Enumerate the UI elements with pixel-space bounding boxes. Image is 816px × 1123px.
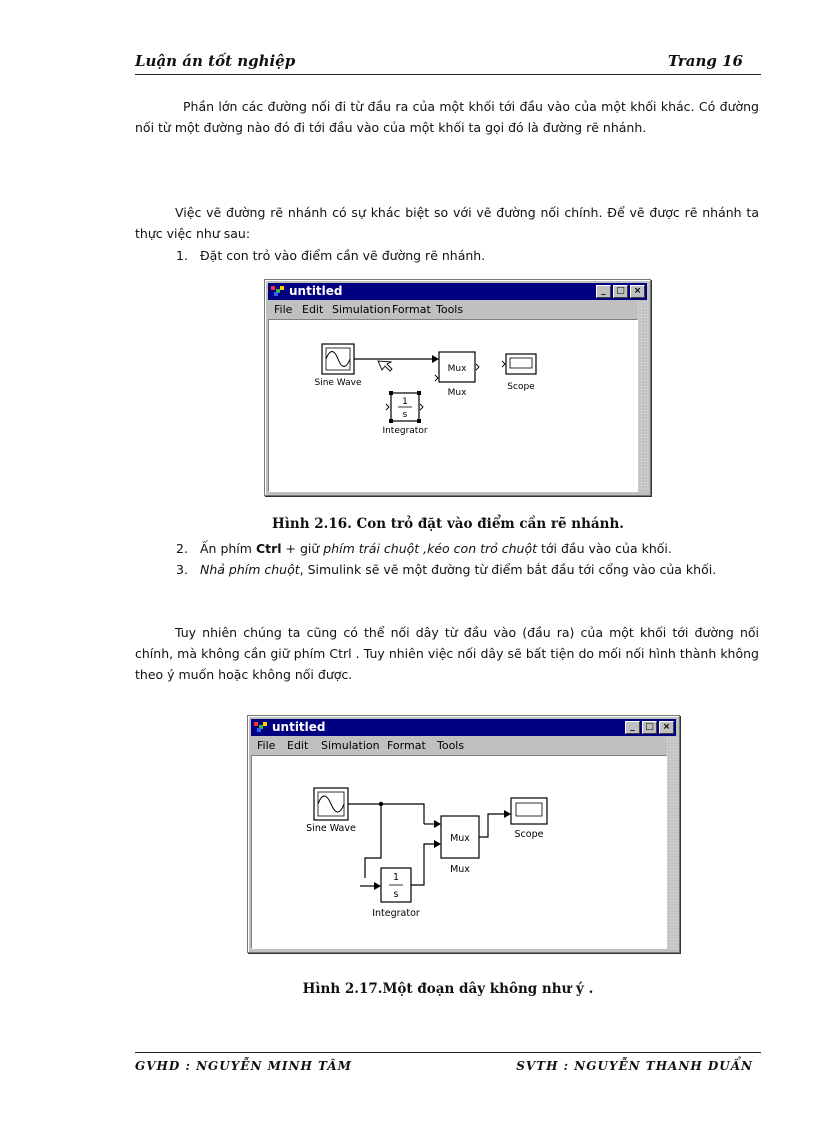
paragraph-intro-rest: Có đường nối từ một đường nào đó đi tới đầu vào của một khối ta gọi đó là đường rẽ nhánh. — [135, 99, 759, 135]
arrow-head — [374, 882, 381, 890]
close-button[interactable]: × — [659, 721, 674, 734]
scope-label: Scope — [514, 829, 544, 840]
list-text-part: tới đầu vào của khối. — [537, 541, 672, 556]
menu-simulation[interactable]: Simulation — [321, 739, 380, 752]
arrow-head — [432, 355, 439, 363]
scope-block[interactable] — [502, 354, 536, 374]
block-diagram — [252, 756, 666, 950]
page-number: Trang 16 — [667, 52, 743, 70]
footer-advisor: GVHD : NGUYỄN MINH TÂM — [135, 1059, 352, 1073]
sine-wave-label: Sine Wave — [306, 823, 356, 834]
mux-inner-label: Mux — [450, 833, 470, 844]
page-header — [135, 52, 761, 75]
list-text-emphasis: phím trái chuột ,kéo con trỏ chuột — [323, 541, 538, 556]
simulink-window-2 — [247, 715, 680, 953]
signal-line[interactable] — [348, 804, 424, 824]
sine-wave-block[interactable] — [322, 344, 354, 374]
simulink-window-1 — [264, 279, 651, 496]
signal-line[interactable] — [479, 814, 504, 837]
signal-line[interactable] — [411, 844, 434, 885]
menu-file[interactable]: File — [257, 739, 276, 752]
menu-edit[interactable]: Edit — [287, 739, 309, 752]
list-text — [176, 559, 736, 580]
list-text — [176, 538, 736, 559]
paragraph-branch: Việc vẽ đường rẽ nhánh có sự khác biệt so với vẽ đường nối chính. Để vẽ được rẽ nhánh ta thực việc như sau: — [135, 205, 759, 241]
maximize-button[interactable]: □ — [613, 285, 628, 298]
list-item-3 — [176, 559, 736, 580]
scope-label: Scope — [507, 382, 535, 392]
window-titlebar — [268, 283, 647, 300]
figure-caption-2-17: Hình 2.17.Một đoạn dây không như ý . — [302, 981, 594, 997]
paragraph-intro — [135, 96, 759, 138]
scroll-shading — [637, 301, 649, 491]
footer-student: SVTH : NGUYỄN THANH DUẨN — [516, 1059, 753, 1073]
mux-label: Mux — [447, 388, 467, 398]
list-text-emphasis: Nhả phím chuột — [200, 562, 300, 577]
close-button[interactable]: × — [630, 285, 645, 298]
block-diagram — [269, 320, 637, 492]
scroll-shading — [666, 737, 678, 949]
simulink-icon — [254, 721, 268, 733]
menu-format[interactable]: Format — [392, 303, 431, 316]
list-number: 3. — [176, 562, 188, 577]
integrator-label: Integrator — [382, 426, 428, 436]
list-number: 2. — [176, 541, 188, 556]
list-number: 1. — [176, 248, 188, 263]
menu-edit[interactable]: Edit — [302, 303, 324, 316]
paragraph-intro-line1: Phần lớn các đường nối đi từ đầu ra của một khối tới đầu vào của một khối khác. — [183, 99, 695, 114]
page-footer — [135, 1052, 761, 1079]
integrator-numerator: 1 — [392, 872, 400, 883]
integrator-numerator: 1 — [402, 397, 408, 407]
mux-label: Mux — [450, 864, 470, 875]
window-title: untitled — [272, 720, 326, 734]
arrow-head — [504, 810, 511, 818]
scope-block[interactable] — [511, 798, 547, 824]
sine-wave-label: Sine Wave — [314, 378, 362, 388]
model-canvas — [268, 319, 638, 492]
sine-wave-block[interactable] — [314, 788, 348, 820]
simulink-icon — [271, 285, 285, 297]
list-text: Đặt con trỏ vào điểm cần vẽ đường rẽ nhánh. — [200, 248, 486, 263]
menu-tools[interactable]: Tools — [437, 739, 465, 752]
list-text-part: , Simulink sẽ vẽ một đường từ điểm bắt đầu tới cổng vào của khối. — [299, 562, 717, 577]
list-item-1 — [176, 245, 736, 266]
integrator-denominator: s — [402, 410, 408, 420]
arrow-head — [434, 840, 441, 848]
integrator-label: Integrator — [372, 908, 420, 919]
maximize-button[interactable]: □ — [642, 721, 657, 734]
window-titlebar — [251, 719, 676, 736]
minimize-button[interactable]: _ — [625, 721, 640, 734]
minimize-button[interactable]: _ — [596, 285, 611, 298]
menu-bar — [251, 737, 676, 755]
arrow-head — [434, 820, 441, 828]
menu-bar — [268, 301, 647, 319]
mux-inner-label: Mux — [447, 364, 467, 374]
figure-caption-2-16: Hình 2.16. Con trỏ đặt vào điểm cần rẽ nhánh. — [272, 516, 624, 532]
menu-file[interactable]: File — [274, 303, 293, 316]
menu-simulation[interactable]: Simulation — [332, 303, 391, 316]
integrator-denominator: s — [393, 889, 399, 900]
model-canvas — [251, 755, 667, 949]
list-item-2 — [176, 538, 736, 559]
menu-format[interactable]: Format — [387, 739, 426, 752]
header-title: Luận án tốt nghiệp — [135, 52, 296, 70]
window-title: untitled — [289, 284, 343, 298]
menu-tools[interactable]: Tools — [436, 303, 464, 316]
branch-line[interactable] — [365, 804, 381, 878]
list-text-part: Ấn phím — [200, 541, 256, 556]
list-text-key: Ctrl — [255, 541, 282, 556]
mouse-pointer-icon — [378, 361, 392, 371]
paragraph-note: Tuy nhiên chúng ta cũng có thể nối dây từ đầu vào (đầu ra) của một khối tới đường nối chính, mà không cần giữ phím Ctrl . Tuy nhiên việc nối dây sẽ bất tiện do mối nối hình thành không theo ý muốn hoặc không nối được. — [135, 625, 759, 682]
list-text-part: + giữ — [281, 541, 324, 556]
